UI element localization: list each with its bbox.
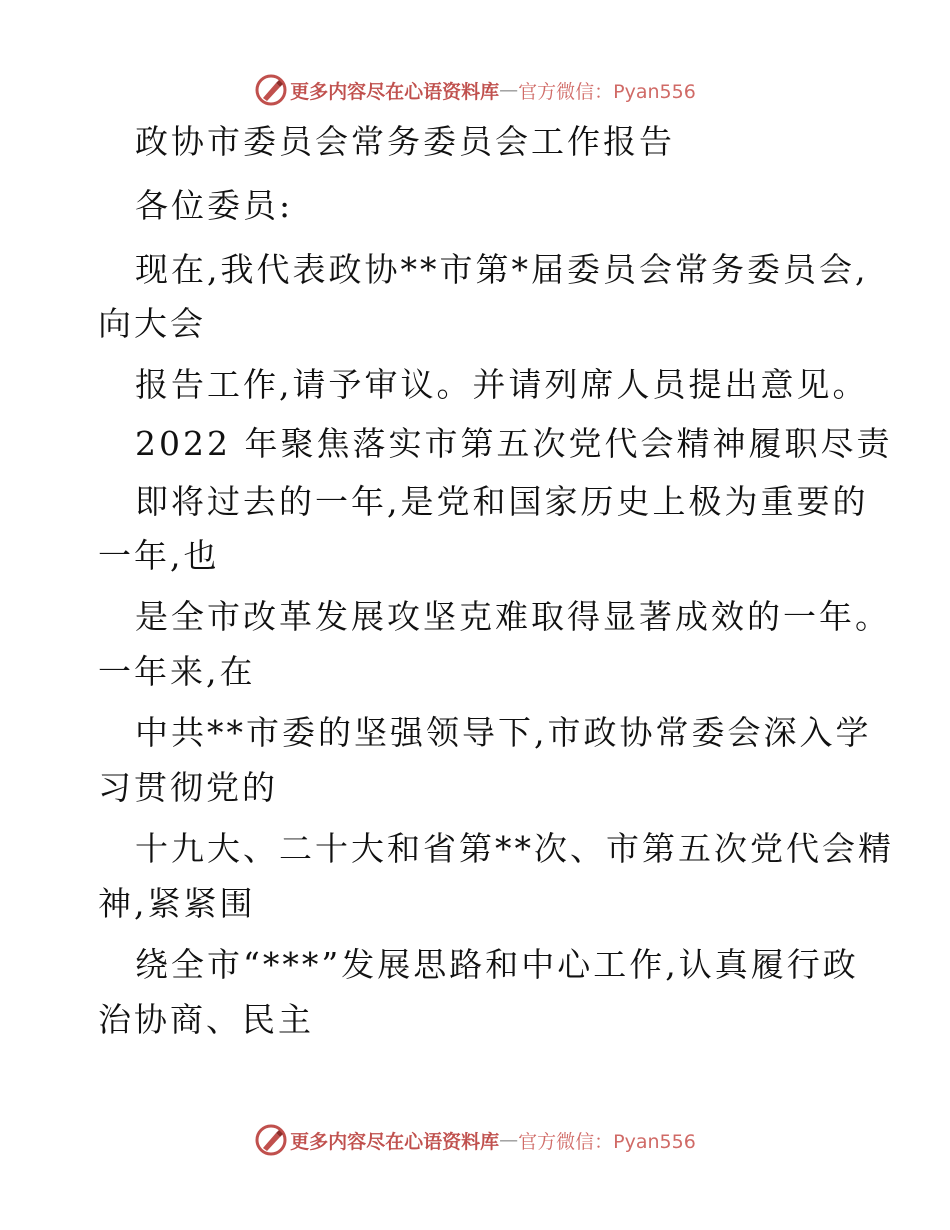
text-line: 是全市改革发展攻坚克难取得显著成效的一年。	[135, 597, 891, 636]
pen-logo-icon	[254, 73, 288, 107]
text-line: 绕全市“***”发展思路和中心工作,认真履行政	[135, 945, 859, 984]
text-line: 一年来,在	[98, 652, 256, 691]
salutation: 各位委员:	[135, 186, 294, 225]
section-heading: 2022 年聚焦落实市第五次党代会精神履职尽责	[135, 424, 893, 463]
footer-watermark	[0, 1120, 950, 1160]
text-line: 十九大、二十大和省第**次、市第五次党代会精	[135, 829, 894, 868]
text-line: 报告工作,请予审议。并请列席人员提出意见。	[135, 365, 869, 404]
pen-logo-icon	[254, 1123, 288, 1157]
watermark-text: 更多内容尽在心语资料库	[290, 80, 500, 103]
text-line: 中共**市委的坚强领导下,市政协常委会深入学	[135, 713, 872, 752]
watermark-text: 更多内容尽在心语资料库	[290, 1130, 500, 1153]
text-line: 一年,也	[98, 536, 220, 575]
watermark-dash: —	[499, 1129, 519, 1151]
watermark-contact: 官方微信：Pyan556	[518, 1130, 696, 1153]
text-line: 习贯彻党的	[98, 768, 278, 807]
text-line: 神,紧紧围	[98, 884, 256, 923]
document-title: 政协市委员会常务委员会工作报告	[135, 122, 675, 161]
text-line: 现在,我代表政协**市第*届委员会常务委员会,	[135, 250, 869, 289]
watermark-contact: 官方微信：Pyan556	[518, 80, 696, 103]
header-watermark	[0, 70, 950, 110]
text-line: 治协商、民主	[98, 1000, 314, 1039]
text-line: 向大会	[98, 304, 206, 343]
text-line: 即将过去的一年,是党和国家历史上极为重要的	[135, 482, 869, 521]
watermark-dash: —	[499, 79, 519, 101]
